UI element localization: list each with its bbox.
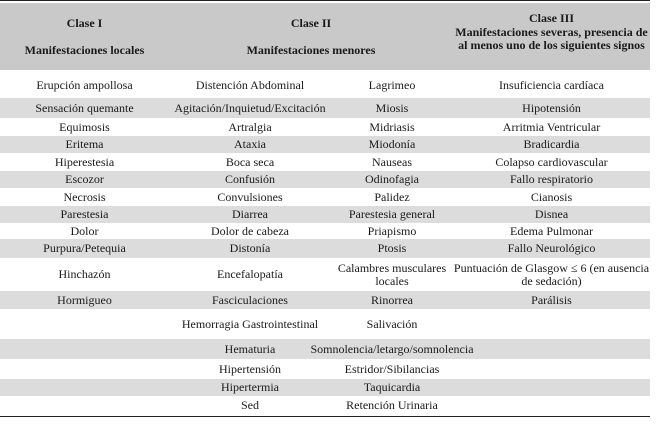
clase2-subtitle: Manifestaciones menores (246, 43, 376, 57)
clase2-title: Clase II (290, 16, 332, 30)
table-cell-c1: Eritema (65, 137, 104, 151)
table-cell-c3: Miosis (375, 100, 409, 115)
table-cell-c4: Puntuación de Glasgow ≤ 6 (en ausencia de sedación) (453, 260, 650, 288)
table-row (0, 359, 650, 379)
table-cell-c1: Hiperestesia (54, 154, 115, 169)
table-cell-c4 (453, 339, 650, 359)
table-cell-c3: Midriasis (369, 119, 415, 134)
table-cell-c4: Arritmia Ventricular (502, 119, 601, 134)
table-cell-c2: Fasciculaciones (212, 292, 288, 307)
table-cell-c2: Distonía (229, 241, 271, 255)
table-cell-c2: Artralgia (228, 119, 272, 134)
table-cell-c1: Equimosis (59, 119, 110, 134)
table-cell-c4: Bradicardia (523, 137, 580, 151)
table-cell-c1 (0, 339, 169, 359)
table-cell-c3: Taquicardia (363, 380, 421, 394)
table-row (0, 223, 650, 239)
table-cell-c4: Disnea (534, 207, 569, 221)
table-row (0, 291, 650, 309)
table-cell-c2: Ataxia (234, 137, 266, 151)
table-row (0, 396, 650, 415)
table-cell-c1: Erupción ampollosa (36, 78, 133, 92)
table-cell-c2: Convulsiones (217, 189, 283, 204)
table-cell-c3: Salivación (366, 316, 418, 331)
table-row (0, 171, 650, 188)
table-cell-c4: Colapso cardiovascular (495, 154, 608, 169)
table-cell-c4: Hipotensión (522, 100, 581, 115)
table-cell-c3: Ptosis (377, 241, 407, 255)
table-cell-c2: Hematuria (224, 341, 276, 356)
table-cell-c3: Parestesia general (348, 207, 436, 221)
table-cell-c3: Lagrimeo (368, 78, 416, 92)
table-top-rule (0, 0, 650, 1)
table-cell-c2: Confusión (224, 172, 275, 186)
table-cell-c2: Diarrea (232, 207, 268, 221)
table-cell-c4: Cianosis (530, 189, 573, 204)
table-cell-c2: Hemorragia Gastrointestinal (181, 316, 319, 331)
table-row (0, 206, 650, 223)
table-cell-c3: Calambres musculares locales (337, 260, 447, 288)
table-cell-c2: Distención Abdominal (195, 78, 305, 92)
table-row (0, 339, 650, 359)
table-row (0, 136, 650, 153)
table-cell-c4: Parálisis (531, 292, 572, 307)
table-cell-c4: Edema Pulmonar (510, 223, 593, 238)
table-header (0, 3, 650, 70)
table-row (0, 73, 650, 98)
table-bottom-rule (0, 416, 650, 417)
table-row (0, 118, 650, 136)
table-cell-c4: Fallo respiratorio (510, 172, 593, 186)
table-cell-c2: Sed (241, 398, 259, 412)
table-cell-c3: Somnolencia/letargo/somnolencia (310, 341, 474, 356)
table-cell-c3: Palidez (374, 189, 410, 204)
table-cell-c3: Rinorrea (371, 292, 413, 307)
table-cell-c1: Sensación quemante (35, 100, 134, 115)
table-cell-c3: Retención Urinaria (346, 398, 438, 412)
table-cell-c4 (453, 396, 650, 415)
table-row (0, 379, 650, 396)
table-cell-c2: Encefalopatía (217, 267, 283, 281)
table-cell-c4 (453, 379, 650, 396)
table-cell-c1: Necrosis (63, 189, 106, 204)
table-cell-c1: Hormigueo (57, 292, 112, 307)
table-cell-c1: Hinchazón (58, 267, 111, 281)
clase3-subtitle: Manifestaciones severas, presencia de al menos uno de los siguientes signos (455, 25, 648, 52)
table-cell-c3: Nauseas (372, 154, 412, 169)
table-cell-c2: Hipertermia (221, 380, 279, 394)
table-row (0, 258, 650, 291)
table-row (0, 153, 650, 171)
table-cell-c1 (0, 359, 169, 379)
table-row (0, 188, 650, 206)
table-cell-c1: Parestesia (60, 207, 109, 221)
table-cell-c3: Odinofagia (365, 172, 419, 186)
table-cell-c4: Insuficiencia cardíaca (499, 78, 604, 92)
table-cell-c2: Boca seca (225, 154, 275, 169)
table-row (0, 239, 650, 258)
table-cell-c3: Estridor/Sibilancias (344, 361, 440, 376)
clase1-title: Clase I (66, 16, 103, 30)
table-cell-c1: Purpura/Petequia (43, 241, 126, 255)
table-cell-c4: Fallo Neurológico (507, 241, 596, 255)
clase1-subtitle: Manifestaciones locales (24, 43, 145, 57)
table-cell-c2: Dolor de cabeza (211, 223, 289, 238)
table-cell-c1 (0, 309, 169, 339)
table-cell-c4 (453, 309, 650, 339)
clase3-title: Clase III (528, 11, 574, 25)
table-cell-c1 (0, 396, 169, 415)
table-cell-c1: Escozor (65, 172, 104, 186)
table-cell-c1: Dolor (70, 223, 99, 238)
table-cell-c3: Priapismo (367, 223, 417, 238)
table-cell-c1 (0, 379, 169, 396)
table-cell-c2: Hipertensión (219, 361, 281, 376)
table-cell-c4 (453, 359, 650, 379)
table-row (0, 309, 650, 339)
table-row (0, 98, 650, 118)
table-cell-c3: Miodonía (368, 137, 416, 151)
table-cell-c2: Agitación/Inquietud/Excitación (174, 100, 326, 115)
